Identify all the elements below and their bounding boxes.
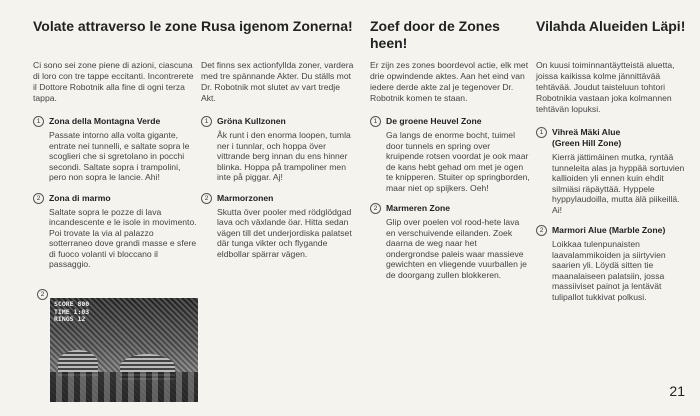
hud-time: TIME 1:03: [54, 307, 90, 316]
zone-entry: [33, 193, 198, 270]
zone-title: De groene Heuvel Zone: [386, 116, 482, 126]
zone-entry: [370, 203, 530, 280]
zone-number-badge: 1: [201, 116, 212, 127]
zone-number-badge: 1: [370, 116, 381, 127]
zone-entry: [370, 116, 530, 193]
page-number: 21: [669, 383, 685, 399]
zone-entry: [33, 116, 198, 183]
zone-number-badge: 1: [536, 127, 547, 138]
zone-number-badge: 2: [201, 193, 212, 204]
zone-title: Marmorzonen: [217, 192, 274, 203]
hud-rings: RINGS 12: [54, 315, 86, 323]
zone-description: Loikkaa tulenpunaisten laavalammikoiden ja siirtyvien saarien yli. Löydä sitten tie maanalaiseen palatsiin, jossa massiiviset painot ja lentävät tulipallot tukkivat polkusi.: [552, 239, 666, 302]
zone-number-badge: 2: [33, 193, 44, 204]
column-swedish: [201, 18, 356, 269]
column-finnish: [536, 18, 688, 312]
section-title: Vilahda Alueiden Läpi!: [536, 18, 686, 34]
zone-number-badge: 2: [536, 225, 547, 236]
zone-description: Åk runt i den enorma loopen, tumla ner i tunnlar, och hoppa över vittrande berg innan du ens hinner blinka. Hoppa på trampoliner men inte på piggar. Aj!: [217, 130, 351, 182]
zone-title: Zona della Montagna Verde: [49, 116, 161, 126]
zone-title: Zona di marmo: [49, 192, 111, 203]
zone-title: Gröna Kullzonen: [217, 116, 286, 126]
zone-entry: [201, 116, 356, 183]
section-intro: Er zijn zes zones boordevol actie, elk met drie opwindende aktes. Aan het eind van iedere derde akte zal je tegenover Dr. Robotnik komen te staan.: [370, 60, 529, 103]
section-title: Rusa igenom Zonerna!: [201, 18, 353, 34]
column-italian: [33, 18, 198, 280]
section-title: Zoef door de Zones heen!: [370, 18, 500, 51]
zone-entry: [536, 225, 688, 302]
zone-description: Saltate sopra le pozze di lava incandescente e le isole in movimento. Poi trovate la via al palazzo sotterraneo dove grandi masse e sfere di fuoco volanti vi bloccano il passaggio.: [49, 206, 197, 269]
game-hud: [54, 301, 89, 324]
zone-title: Marmeren Zone: [386, 203, 450, 213]
section-intro: Ci sono sei zone piene di azioni, ciascuna di loro con tre tappe eccitanti. Incontrerete il Dottore Robotnik alla fine di ogni terza tappa.: [33, 60, 194, 103]
zone-entry: [201, 193, 356, 260]
hud-score: SCORE 800: [54, 300, 90, 308]
zone-number-badge: 2: [37, 289, 48, 300]
zone-number-badge: 1: [33, 116, 44, 127]
zone-title: Vihreä Mäki Alue (Green Hill Zone): [552, 127, 622, 148]
zone-description: Ga langs de enorme bocht, tuimel door tunnels en spring over kruipende rotsen voordat je ook maar de kans hebt gehad om met je ogen te knipperen. Stuiter op springborden, maar niet op spijkers. Oeh!: [386, 130, 530, 193]
zone-number-badge: 2: [370, 203, 381, 214]
zone-description: Kierrä jättimäinen mutka, ryntää tunneleita alas ja hyppää sortuvien kallioiden yli ennen kuin ehdit silmiäsi räpäyttää. Hyppele hyppylaudoilla, mutta älä piikeillä. Ai!: [552, 152, 685, 215]
zone-title: Marmori Alue (Marble Zone): [552, 225, 666, 235]
section-title: Volate attraverso le zone: [33, 18, 197, 34]
zone-description: Passate intorno alla volta gigante, entrate nei tunnelli, e saltate sopra le scoglieri che si sgretolano in pocchi secondi. Saltate sopra i trampolini, pero non sopra le lancie. Ahi!: [49, 130, 190, 182]
zone-description: Skutta över pooler med rödglödgad lava och växlande öar. Hitta sedan vägen till det underjordiska palatset där tunga vikter och flygande eldbollar spärrar vägen.: [217, 206, 352, 259]
gameplay-screenshot: [50, 298, 198, 402]
section-intro: On kuusi toiminnantäytteistä aluetta, joissa kaikissa kolme jännittävää tehtävää. Joudut taisteluun tohtori Robotnikia vastaan joka kolmannen tehtävän lopuksi.: [536, 60, 675, 114]
section-intro: Det finns sex actionfyllda zoner, vardera med tre spännande Akter. Du ställs mot Dr. Robotnik mot slutet av vart tredje Akt.: [201, 60, 354, 103]
zone-entry: [536, 127, 688, 215]
zone-description: Glip over poelen vol rood-hete lava en verschuivende eilanden. Zoek daarna de weg naar het ondergrondse paleis waar massieve gewichten en vliegende vuurballen je de doorgang zullen blokkeren.: [386, 217, 527, 280]
column-dutch: [370, 18, 530, 290]
